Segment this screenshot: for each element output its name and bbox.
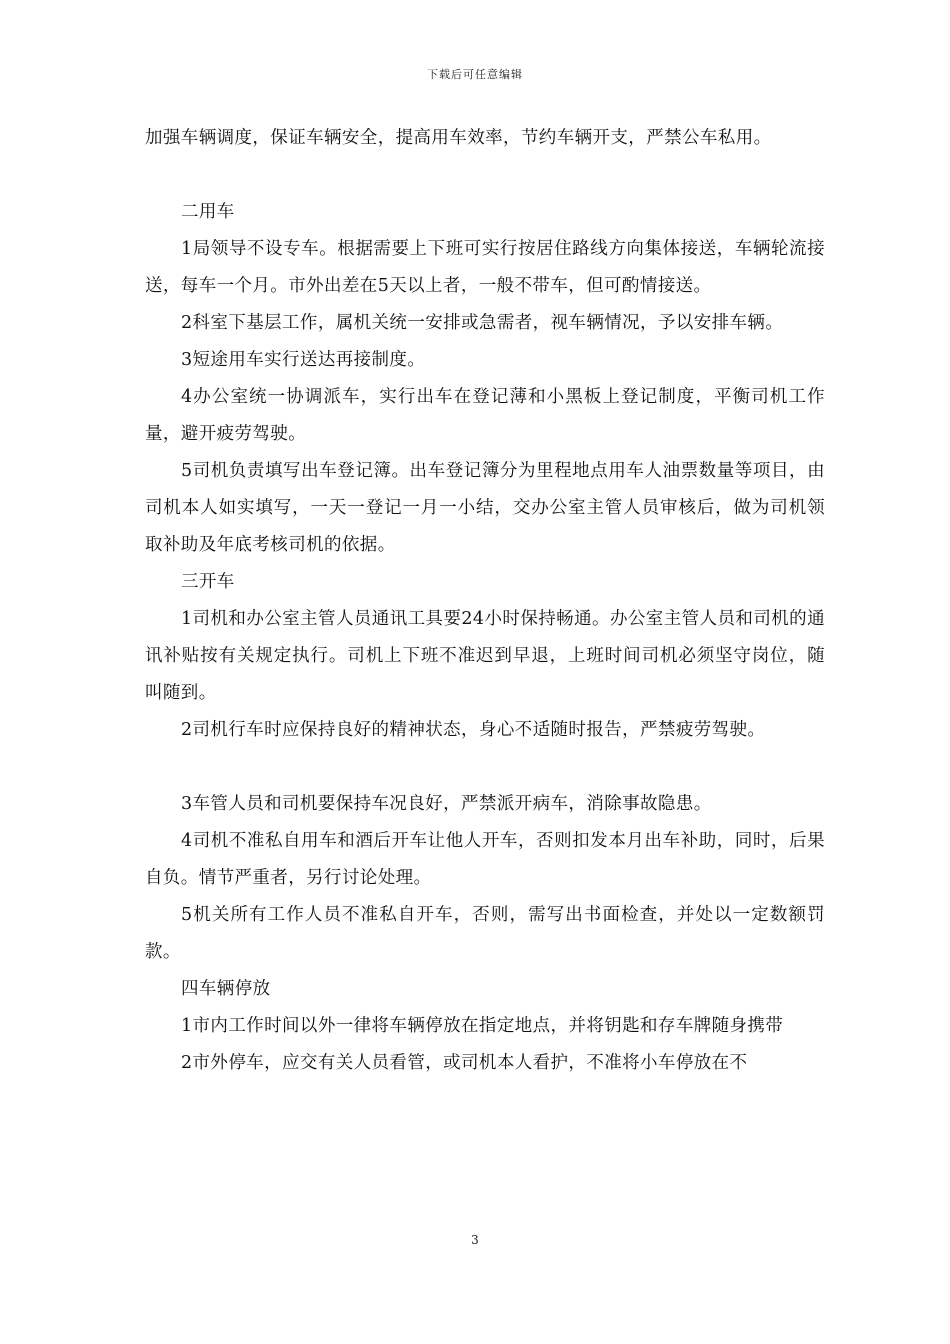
page-header: 下载后可任意编辑 bbox=[427, 68, 523, 81]
paragraph-usage-1: 1局领导不设专车。根据需要上下班可实行按居住路线方向集体接送，车辆轮流接送，每车一个月。市外出差在5天以上者，一般不带车，但可酌情接送。 bbox=[145, 239, 825, 296]
paragraph-intro: 加强车辆调度，保证车辆安全，提高用车效率，节约车辆开支，严禁公车私用。 bbox=[145, 128, 772, 148]
document-body bbox=[145, 120, 825, 1082]
page-number: 3 bbox=[471, 1233, 479, 1247]
paragraph-usage-3: 3短途用车实行送达再接制度。 bbox=[181, 350, 426, 370]
paragraph-driving-5: 5机关所有工作人员不准私自开车，否则，需写出书面检查，并处以一定数额罚款。 bbox=[145, 905, 825, 962]
section-heading-driving: 三开车 bbox=[181, 572, 235, 592]
paragraph-parking-1: 1市内工作时间以外一律将车辆停放在指定地点，并将钥匙和存车牌随身携带 bbox=[181, 1016, 784, 1036]
section-heading-parking: 四车辆停放 bbox=[181, 979, 271, 999]
paragraph-usage-4: 4办公室统一协调派车，实行出车在登记薄和小黑板上登记制度，平衡司机工作量，避开疲劳驾驶。 bbox=[145, 387, 825, 444]
paragraph-parking-2: 2市外停车，应交有关人员看管，或司机本人看护，不准将小车停放在不 bbox=[181, 1053, 748, 1073]
paragraph-usage-2: 2科室下基层工作，属机关统一安排或急需者，视车辆情况，予以安排车辆。 bbox=[181, 313, 784, 333]
section-heading-usage: 二用车 bbox=[181, 202, 235, 222]
paragraph-driving-1: 1司机和办公室主管人员通讯工具要24小时保持畅通。办公室主管人员和司机的通讯补贴按有关规定执行。司机上下班不准迟到早退，上班时间司机必须坚守岗位，随叫随到。 bbox=[145, 609, 825, 703]
paragraph-usage-5: 5司机负责填写出车登记簿。出车登记簿分为里程地点用车人油票数量等项目，由司机本人如实填写，一天一登记一月一小结，交办公室主管人员审核后，做为司机领取补助及年底考核司机的依据。 bbox=[145, 461, 825, 555]
paragraph-driving-4: 4司机不准私自用车和酒后开车让他人开车，否则扣发本月出车补助，同时，后果自负。情节严重者，另行讨论处理。 bbox=[145, 831, 825, 888]
paragraph-driving-3: 3车管人员和司机要保持车况良好，严禁派开病车，消除事故隐患。 bbox=[181, 794, 712, 814]
paragraph-driving-2: 2司机行车时应保持良好的精神状态，身心不适随时报告，严禁疲劳驾驶。 bbox=[181, 720, 766, 740]
